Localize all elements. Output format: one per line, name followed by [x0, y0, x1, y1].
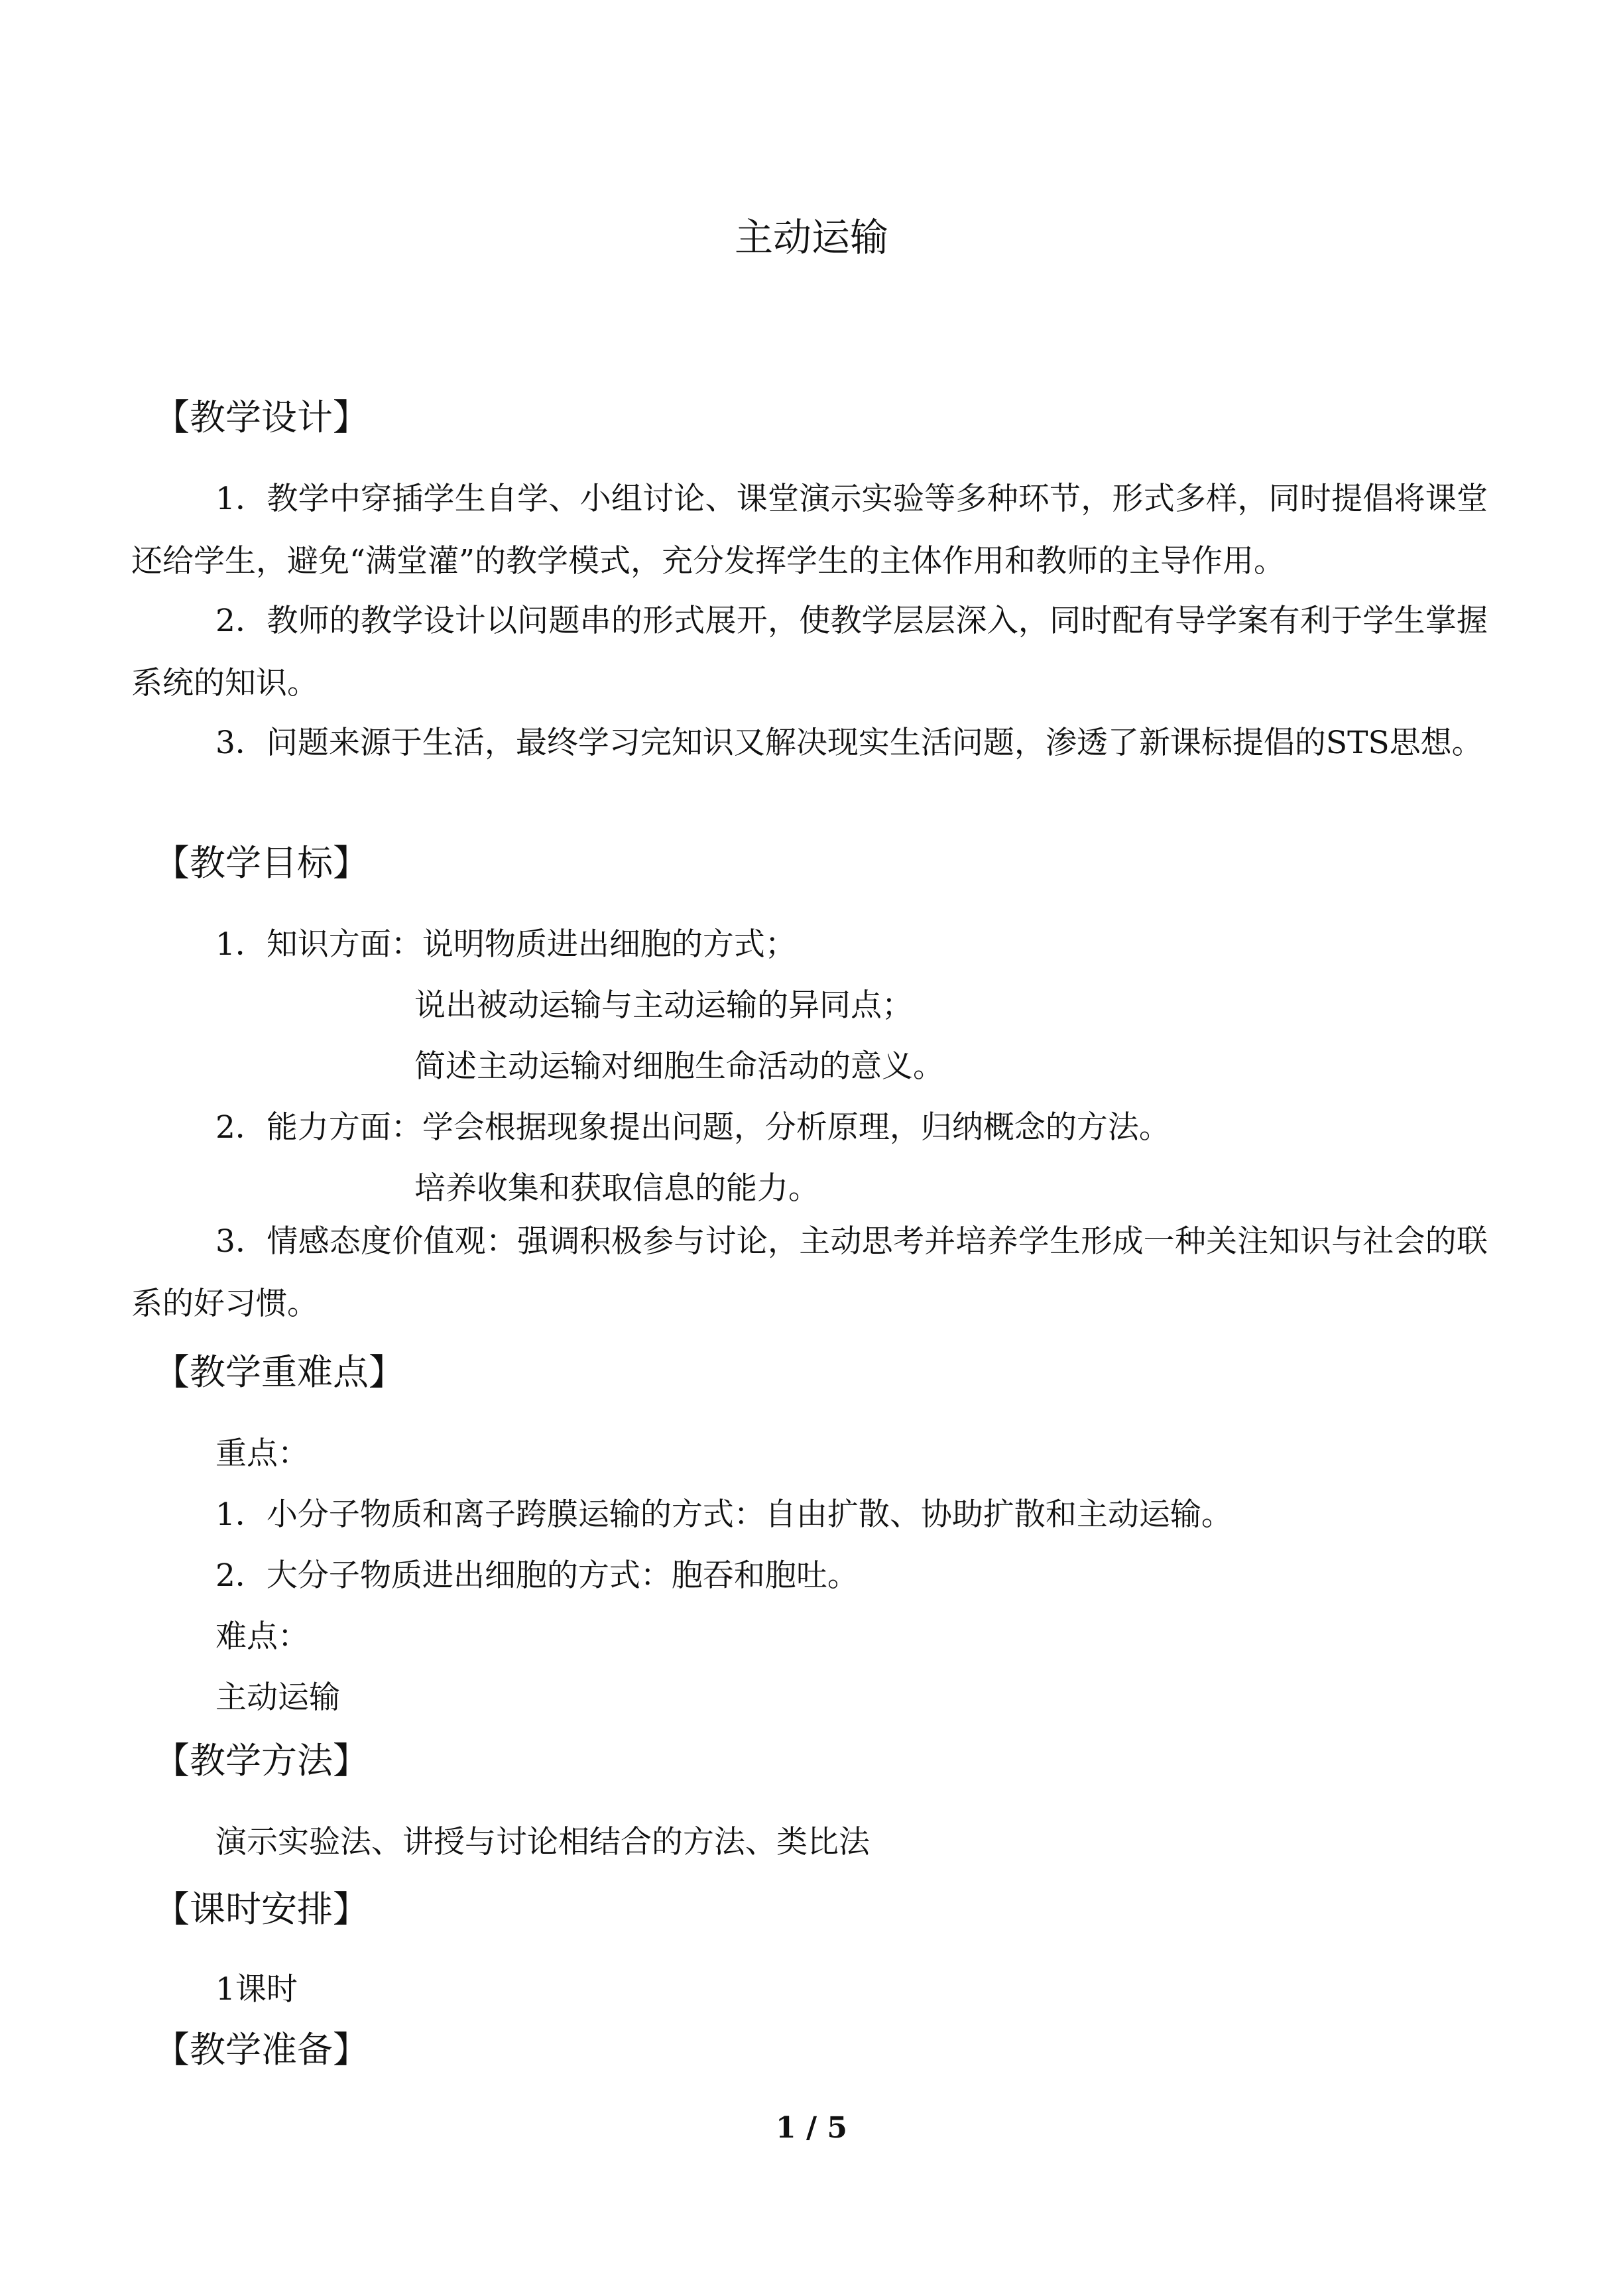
goal-ability-1: 2．能力方面：学会根据现象提出问题，分析原理，归纳概念的方法。 — [215, 1109, 1170, 1146]
goal-knowledge-3: 简述主动运输对细胞生命活动的意义。 — [414, 1048, 944, 1085]
keypoint-difficulty-1: 主动运输 — [215, 1679, 340, 1716]
section-heading-design: 【教学设计】 — [154, 396, 369, 438]
page-title: 主动运输 — [734, 215, 888, 260]
page-number: 1 / 5 — [776, 2111, 847, 2145]
section-heading-keypoints: 【教学重难点】 — [154, 1351, 404, 1393]
design-paragraph-3: 3．问题来源于生活，最终学习完知识又解决现实生活问题，渗透了新课标提倡的STS思想。 — [215, 725, 1483, 761]
section-heading-schedule: 【课时安排】 — [154, 1888, 369, 1930]
keypoint-focus-1: 1．小分子物质和离子跨膜运输的方式：自由扩散、协助扩散和主动运输。 — [215, 1496, 1232, 1533]
keypoint-focus-label: 重点： — [215, 1435, 309, 1472]
keypoint-difficulty-label: 难点： — [215, 1618, 309, 1655]
goal-knowledge-1: 1．知识方面：说明物质进出细胞的方式； — [215, 926, 796, 963]
design-paragraph-1: 1．教学中穿插学生自学、小组讨论、课堂演示实验等多种环节，形式多样，同时提倡将课堂还给学生，避免“满堂灌”的教学模式，充分发挥学生的主体作用和教师的主导作用。 — [131, 481, 1488, 579]
goal-emotion: 3．情感态度价值观：强调积极参与讨论，主动思考并培养学生形成一种关注知识与社会的联系的好习惯。 — [131, 1223, 1488, 1322]
schedule-text: 1课时 — [215, 1971, 298, 2008]
goal-knowledge-2: 说出被动运输与主动运输的异同点； — [414, 987, 913, 1024]
goal-ability-2: 培养收集和获取信息的能力。 — [414, 1170, 819, 1207]
design-paragraph-2: 2．教师的教学设计以问题串的形式展开，使教学层层深入，同时配有导学案有利于学生掌握系统的知识。 — [131, 603, 1488, 701]
section-heading-goals: 【教学目标】 — [154, 842, 369, 884]
methods-text: 演示实验法、讲授与讨论相结合的方法、类比法 — [215, 1824, 870, 1860]
section-heading-prep: 【教学准备】 — [154, 2029, 369, 2071]
section-heading-methods: 【教学方法】 — [154, 1740, 369, 1782]
keypoint-focus-2: 2．大分子物质进出细胞的方式：胞吞和胞吐。 — [215, 1557, 859, 1594]
